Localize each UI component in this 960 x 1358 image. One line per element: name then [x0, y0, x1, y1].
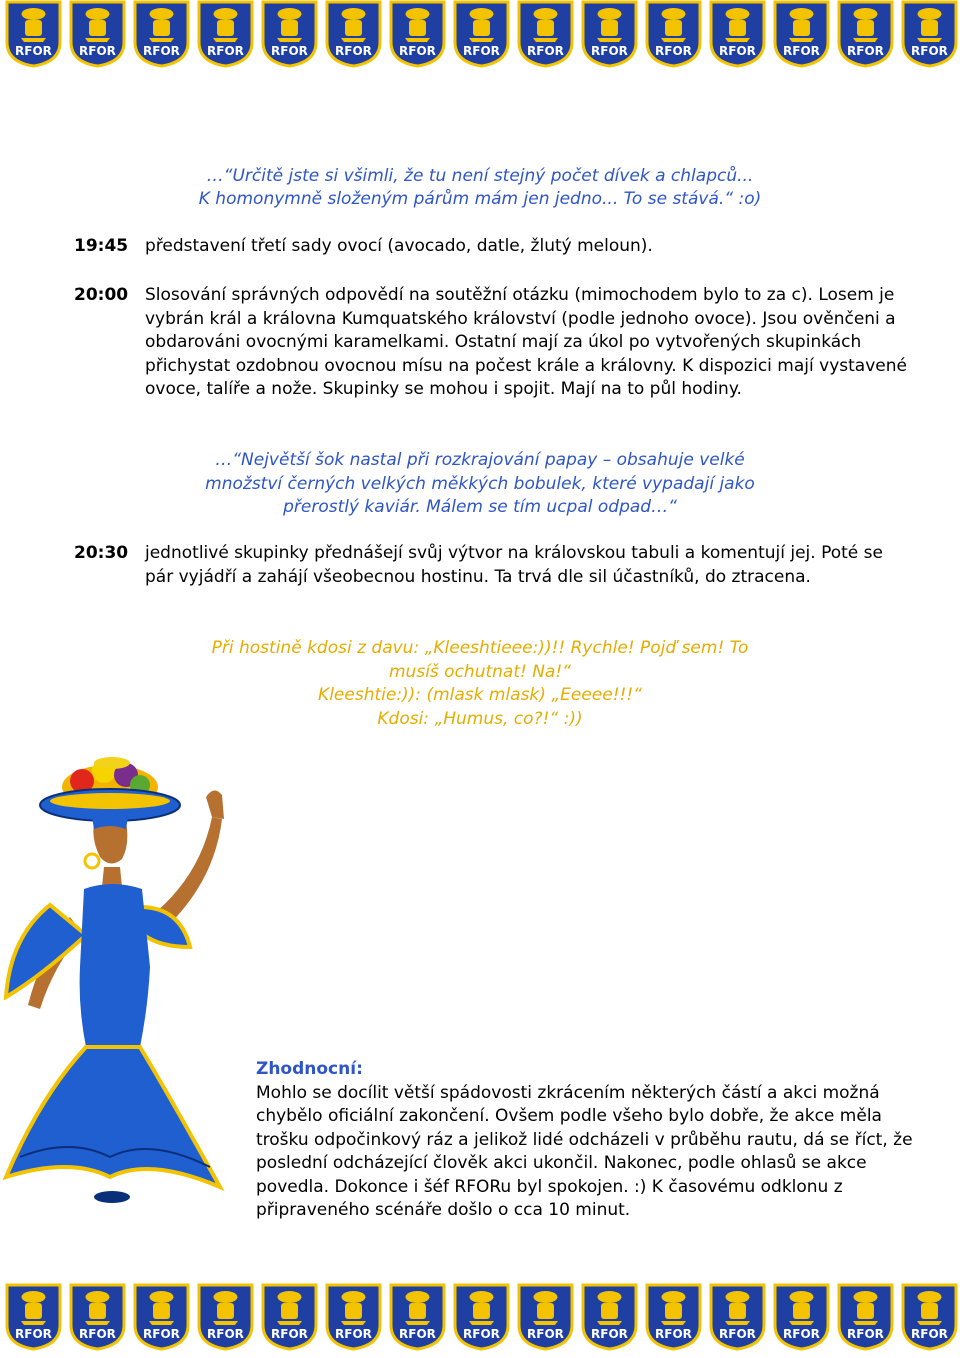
- note-line: musíš ochutnat! Na!“: [389, 661, 571, 682]
- rfor-logo: [323, 1283, 384, 1351]
- rfor-logo-label: RFOR: [399, 1327, 436, 1341]
- entry-text: jednotlivé skupinky přednášejí svůj výtvor na královskou tabuli a komentují jej. Poté se pár vyjádří a zahájí všeobecnou hostinu. Ta trvá dle sil účastníků, do ztracena.: [145, 543, 883, 587]
- schedule-entry-2030: [74, 542, 914, 589]
- rfor-logo: [707, 1283, 768, 1351]
- rfor-logo: [195, 1283, 256, 1351]
- rfor-logo-label: RFOR: [335, 1327, 372, 1341]
- rfor-logo: [451, 1283, 512, 1351]
- rfor-logo: [771, 0, 832, 68]
- rfor-logo-label: RFOR: [463, 1327, 500, 1341]
- fruit-dancer-illustration: [0, 757, 250, 1217]
- rfor-logo-label: RFOR: [143, 44, 180, 58]
- rfor-logo-label: RFOR: [463, 44, 500, 58]
- note-line: Kdosi: „Humus, co?!“ :)): [377, 708, 583, 729]
- rfor-logo: [195, 0, 256, 68]
- rfor-logo-label: RFOR: [15, 44, 52, 58]
- rfor-logo-label: RFOR: [911, 44, 948, 58]
- note-line: Při hostině kdosi z davu: „Kleeshtieee:))!! Rychle! Pojď sem! To: [211, 638, 749, 658]
- note-line: Kleeshtie:)): (mlask mlask) „Eeeee!!!“: [318, 685, 642, 705]
- entry-time: 20:30: [74, 543, 129, 563]
- rfor-logo-label: RFOR: [911, 1327, 948, 1341]
- note-line: přerostlý kaviár. Málem se tím ucpal odpad…“: [283, 497, 677, 517]
- note-papaya: [100, 449, 860, 520]
- header-logo-band: [0, 0, 960, 68]
- rfor-logo-label: RFOR: [719, 44, 756, 58]
- rfor-logo: [131, 0, 192, 68]
- rfor-logo: [899, 1283, 960, 1351]
- note-line: …“Určitě jste si všimli, že tu není stejný počet dívek a chlapců...: [206, 166, 754, 186]
- rfor-logo: [259, 0, 320, 68]
- note-line: …“Největší šok nastal při rozkrajování papay – obsahuje velké: [215, 450, 745, 470]
- rfor-logo-label: RFOR: [655, 44, 692, 58]
- rfor-logo: [707, 0, 768, 68]
- rfor-logo: [387, 1283, 448, 1351]
- rfor-logo-label: RFOR: [143, 1327, 180, 1341]
- rfor-logo-label: RFOR: [591, 44, 628, 58]
- entry-time: 20:00: [74, 285, 129, 305]
- entry-time: 19:45: [74, 236, 129, 256]
- rfor-logo: [67, 0, 128, 68]
- rfor-logo-label: RFOR: [655, 1327, 692, 1341]
- rfor-logo-label: RFOR: [527, 44, 564, 58]
- entry-text: představení třetí sady ovocí (avocado, datle, žlutý meloun).: [145, 236, 653, 256]
- rfor-logo-label: RFOR: [15, 1327, 52, 1341]
- rfor-logo: [899, 0, 960, 68]
- note-line: K homonymně složeným párům mám jen jedno... To se stává.“ :o): [198, 189, 762, 209]
- schedule-entry-1945: [74, 235, 914, 259]
- rfor-logo-label: RFOR: [79, 44, 116, 58]
- rfor-logo: [579, 1283, 640, 1351]
- evaluation-text: Mohlo se docílit větší spádovosti zkrácením některých částí a akci možná chybělo oficiální zakončení. Ovšem podle všeho bylo dobře, že akce měla trošku odpočinkový ráz a jelikož lidé odcházeli v průběhu rautu, dá se říct, že poslední odcházející člověk akci ukončil. Nakonec, podle ohlasů se akce povedla. Dokonce i šéf RFORu byl spokojen. :) K časovému odklonu z připraveného scénáře došlo o cca 10 minut.: [256, 1082, 913, 1220]
- rfor-logo: [579, 0, 640, 68]
- note-count-mismatch: [100, 165, 860, 211]
- evaluation-title: Zhodnocní:: [256, 1059, 363, 1079]
- schedule-entry-2000: [74, 284, 914, 402]
- rfor-logo: [643, 1283, 704, 1351]
- rfor-logo: [259, 1283, 320, 1351]
- rfor-logo: [643, 0, 704, 68]
- rfor-logo-label: RFOR: [783, 1327, 820, 1341]
- rfor-logo-label: RFOR: [399, 44, 436, 58]
- rfor-logo-label: RFOR: [207, 1327, 244, 1341]
- rfor-logo-label: RFOR: [783, 44, 820, 58]
- rfor-logo: [67, 1283, 128, 1351]
- rfor-logo-label: RFOR: [719, 1327, 756, 1341]
- entry-text: Slosování správných odpovědí na soutěžní otázku (mimochodem bylo to za c). Losem je vybrán král a královna Kumquatského království (podle jednoho ovoce). Jsou ověnčeni a obdarováni ovocnými karamelkami. Ostatní mají za úkol po vytvořených skupinkách přichystat ozdobnou ovocnou mísu na počest krále a královny. K dispozici mají vystavené ovoce, talíře a nože. Skupinky se mohou i spojit. Mají na to půl hodiny.: [145, 285, 907, 399]
- rfor-logo: [131, 1283, 192, 1351]
- rfor-logo-label: RFOR: [527, 1327, 564, 1341]
- footer-logo-band: [0, 1283, 960, 1351]
- rfor-logo: [387, 0, 448, 68]
- rfor-logo-label: RFOR: [335, 44, 372, 58]
- rfor-logo: [835, 1283, 896, 1351]
- rfor-logo: [771, 1283, 832, 1351]
- rfor-logo: [451, 0, 512, 68]
- rfor-logo-label: RFOR: [847, 1327, 884, 1341]
- rfor-logo: [515, 0, 576, 68]
- rfor-logo-label: RFOR: [79, 1327, 116, 1341]
- note-line: množství černých velkých měkkých bobulek, které vypadají jako: [205, 473, 755, 494]
- rfor-logo: [323, 0, 384, 68]
- note-feast: [100, 637, 860, 731]
- rfor-logo: [3, 1283, 64, 1351]
- rfor-logo-label: RFOR: [591, 1327, 628, 1341]
- rfor-logo: [835, 0, 896, 68]
- rfor-logo: [3, 0, 64, 68]
- evaluation-section: [256, 1058, 936, 1223]
- rfor-logo-label: RFOR: [271, 1327, 308, 1341]
- rfor-logo-label: RFOR: [271, 44, 308, 58]
- rfor-logo-label: RFOR: [847, 44, 884, 58]
- rfor-logo: [515, 1283, 576, 1351]
- rfor-logo-label: RFOR: [207, 44, 244, 58]
